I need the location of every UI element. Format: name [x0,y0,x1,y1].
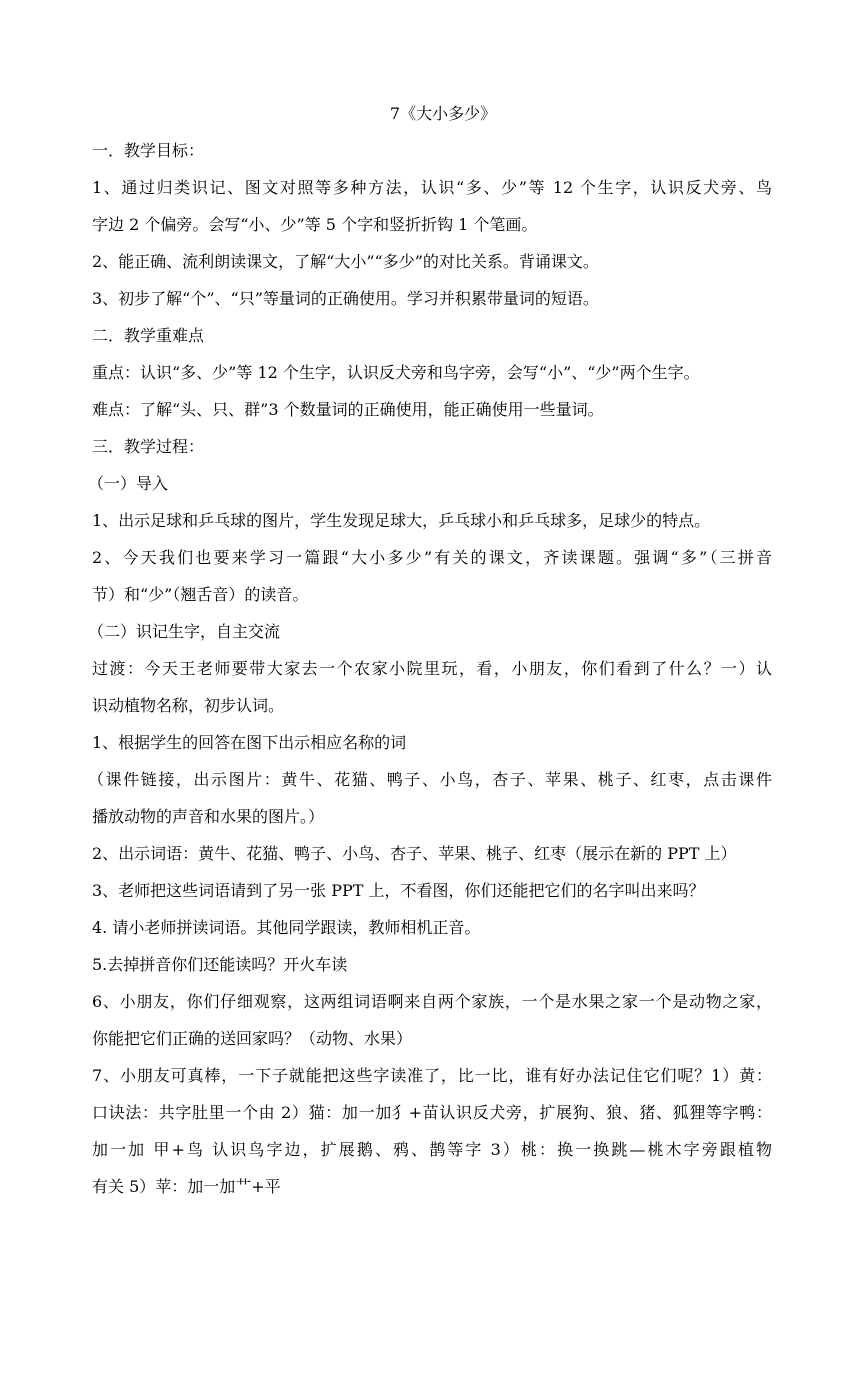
paragraph-line: 加一加 甲+鸟 认识鸟字边，扩展鹅、鸦、鹊等字 3）桃：换一换跳—桃木字旁跟植物 [92,1140,772,1159]
section-heading-key-points: 二．教学重难点 [92,326,205,345]
paragraph-line: 你能把它们正确的送回家吗？（动物、水果） [92,1029,413,1048]
paragraph-line: 字边 2 个偏旁。会写“小、少”等 5 个字和竖折折钩 1 个笔画。 [92,215,538,234]
paragraph-line: 7、小朋友可真棒，一下子就能把这些字读准了，比一比，谁有好办法记住它们呢？1）黄： [92,1066,772,1085]
paragraph-line: 1、出示足球和乒乓球的图片，学生发现足球大，乒乓球小和乒乓球多，足球少的特点。 [92,511,711,530]
paragraph-line: 口诀法：共字肚里一个由 2）猫：加一加犭+苗认识反犬旁，扩展狗、狼、猪、狐狸等字鸭： [92,1103,772,1122]
paragraph-line: 3、老师把这些词语请到了另一张 PPT 上，不看图，你们还能把它们的名字叫出来吗？ [92,881,705,900]
section-heading-process: 三．教学过程： [92,437,205,456]
paragraph-line: 3、初步了解“个”、“只”等量词的正确使用。学习并积累带量词的短语。 [92,289,599,308]
subsection-heading-characters: （二）识记生字，自主交流 [88,622,281,641]
paragraph-line: 2、出示词语：黄牛、花猫、鸭子、小鸟、杏子、苹果、桃子、红枣（展示在新的 PPT 上） [92,844,737,863]
paragraph-line: 难点：了解“头、只、群”3 个数量词的正确使用，能正确使用一些量词。 [92,400,604,419]
paragraph-line: 2、今天我们也要来学习一篇跟“大小多少”有关的课文，齐读课题。强调“多”（三拼音 [92,548,772,567]
paragraph-line: 1、根据学生的回答在图下出示相应名称的词 [92,733,407,752]
paragraph-line: 识动植物名称，初步认词。 [92,696,285,715]
document-page [88,103,772,1213]
document-title: 7《大小多少》 [389,104,497,123]
section-heading-objectives: 一．教学目标： [92,141,205,160]
subsection-heading-intro: （一）导入 [88,474,169,493]
paragraph-line: （课件链接，出示图片：黄牛、花猫、鸭子、小鸟，杏子、苹果、桃子、红枣，点击课件 [88,770,772,789]
paragraph-line: 4. 请小老师拼读词语。其他同学跟读，教师相机正音。 [92,918,481,937]
paragraph-line: 5.去掉拼音你们还能读吗？开火车读 [92,955,348,974]
paragraph-line: 有关 5）苹：加一加艹+平 [92,1177,281,1196]
paragraph-line: 1、通过归类识记、图文对照等多种方法，认识“多、少”等 12 个生字，认识反犬旁、鸟 [92,178,772,197]
paragraph-line: 过渡：今天王老师要带大家去一个农家小院里玩，看，小朋友，你们看到了什么？一）认 [92,659,772,678]
paragraph-line: 重点：认识“多、少”等 12 个生字，认识反犬旁和鸟字旁，会写“小”、“少”两个生字。 [92,363,700,382]
paragraph-line: 播放动物的声音和水果的图片。） [92,807,325,826]
paragraph-line: 节）和“少”（翘舌音）的读音。 [92,585,309,604]
paragraph-line: 2、能正确、流利朗读课文，了解“大小”“多少”的对比关系。背诵课文。 [92,252,599,271]
paragraph-line: 6、小朋友，你们仔细观察，这两组词语啊来自两个家族，一个是水果之家一个是动物之家， [92,992,772,1011]
